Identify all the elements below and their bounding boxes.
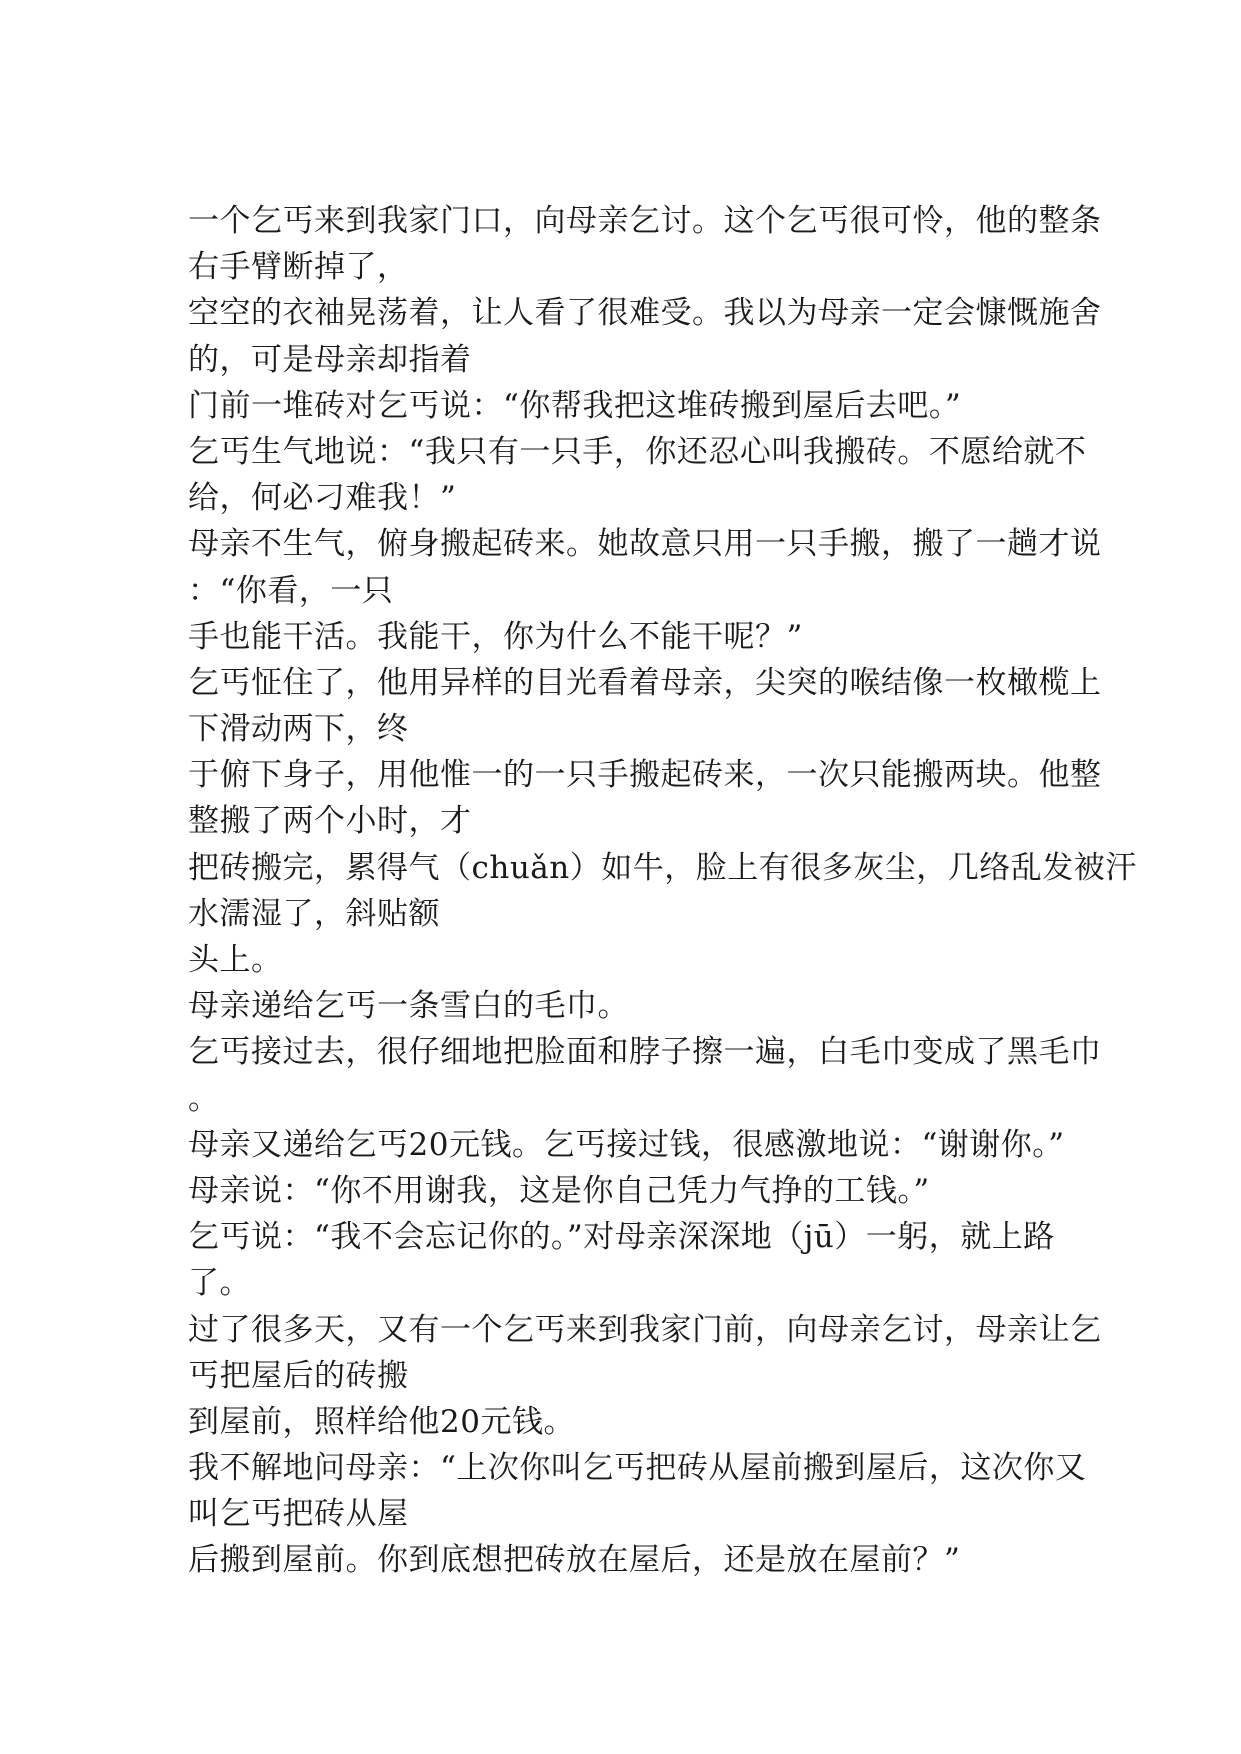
text-line: 水濡湿了，斜贴额	[188, 895, 440, 932]
text-line: 门前一堆砖对乞丐说：“你帮我把这堆砖搬到屋后去吧。”	[188, 387, 962, 424]
text-line: ：“你看，一只	[188, 572, 394, 609]
text-line: 过了很多天，又有一个乞丐来到我家门前，向母亲乞讨，母亲让乞	[188, 1311, 1102, 1348]
text-line: 后搬到屋前。你到底想把砖放在屋后，还是放在屋前？”	[188, 1542, 961, 1579]
text-line: 乞丐说：“我不会忘记你的。”对母亲深深地（jū）一躬，就上路	[188, 1219, 1055, 1256]
text-line: 我不解地问母亲：“上次你叫乞丐把砖从屋前搬到屋后，这次你又	[188, 1450, 1087, 1487]
text-line: 一个乞丐来到我家门口，向母亲乞讨。这个乞丐很可怜，他的整条	[188, 203, 1102, 239]
text-line: 丐把屋后的砖搬	[188, 1357, 409, 1394]
text-line: 头上。	[188, 942, 283, 978]
text-line: 右手臂断掉了，	[188, 249, 409, 286]
text-line: 整搬了两个小时，才	[188, 803, 472, 840]
text-line: 叫乞丐把砖从屋	[188, 1496, 409, 1533]
text-line: 手也能干活。我能干，你为什么不能干呢？”	[188, 618, 803, 655]
text-line: 把砖搬完，累得气（chuǎn）如牛，脸上有很多灰尘，几络乱发被汗	[188, 849, 1137, 886]
text-line: 母亲不生气，俯身搬起砖来。她故意只用一只手搬，搬了一趟才说	[188, 526, 1102, 563]
text-line: 乞丐怔住了，他用异样的目光看着母亲，尖突的喉结像一枚橄榄上	[188, 664, 1102, 701]
text-line: 母亲说：“你不用谢我，这是你自己凭力气挣的工钱。”	[188, 1172, 930, 1209]
text-line: 空空的衣袖晃荡着，让人看了很难受。我以为母亲一定会慷慨施舍	[188, 295, 1102, 332]
text-line: 下滑动两下，终	[188, 711, 409, 748]
text-line: 给，何必刁难我！”	[188, 480, 457, 517]
text-line: 到屋前，照样给他20元钱。	[188, 1403, 575, 1440]
text-line: 了。	[188, 1265, 251, 1302]
text-line: 乞丐接过去，很仔细地把脸面和脖子擦一遍，白毛巾变成了黑毛巾	[188, 1034, 1102, 1071]
story-text	[188, 198, 1137, 1584]
text-line: 的，可是母亲却指着	[188, 341, 472, 378]
text-line: 。	[188, 1080, 220, 1117]
text-line: 母亲又递给乞丐20元钱。乞丐接过钱，很感激地说：“谢谢你。”	[188, 1126, 1065, 1163]
text-line: 于俯下身子，用他惟一的一只手搬起砖来，一次只能搬两块。他整	[188, 757, 1102, 794]
text-line: 乞丐生气地说：“我只有一只手，你还忍心叫我搬砖。不愿给就不	[188, 433, 1087, 470]
text-line: 母亲递给乞丐一条雪白的毛巾。	[188, 988, 629, 1025]
